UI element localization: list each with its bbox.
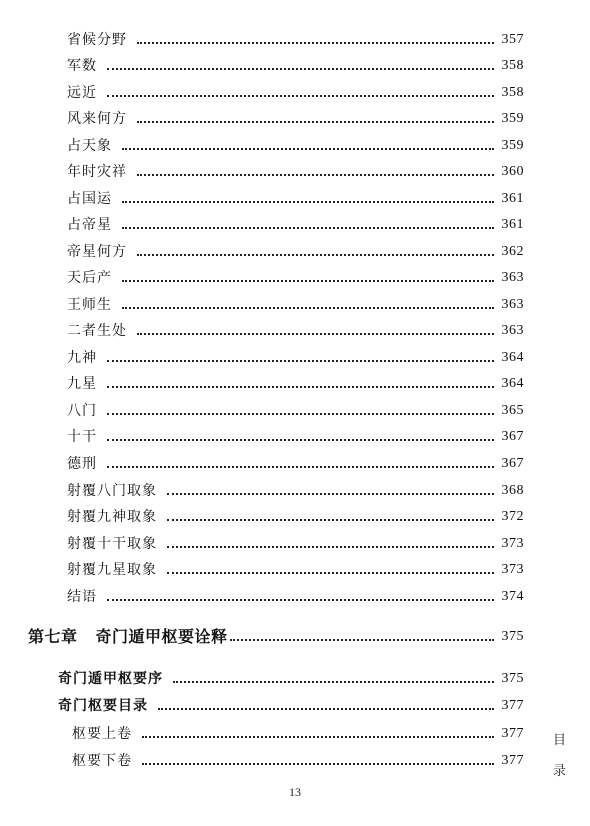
toc-subsection: [72, 752, 524, 770]
toc-entry-label: 射覆九星取象: [67, 562, 157, 578]
dot-leader: [173, 681, 494, 683]
toc-entry-label: 八门: [67, 403, 97, 419]
dot-leader: [107, 386, 494, 388]
toc-entry-page: 362: [501, 244, 524, 259]
dot-leader: [107, 439, 494, 441]
dot-leader: [167, 546, 494, 548]
toc-entry-page: 358: [501, 85, 524, 100]
toc-entry: [67, 535, 524, 553]
toc-entry-label: 风来何方: [67, 111, 127, 127]
toc-entry-label: 天后产: [67, 270, 112, 286]
toc-entry-page: 373: [501, 562, 524, 577]
toc-entry-page: 363: [501, 297, 524, 312]
dot-leader: [107, 68, 494, 70]
dot-leader: [230, 639, 494, 641]
toc-entry: [67, 508, 524, 526]
dot-leader: [137, 174, 494, 176]
toc-entry: [67, 296, 524, 314]
toc-entry-label: 十干: [67, 429, 97, 445]
toc-entry: [67, 163, 524, 181]
toc-entry-label: 年时灾祥: [67, 164, 127, 180]
toc-subsection-page: 377: [501, 726, 524, 741]
toc-entry-label: 省候分野: [67, 32, 127, 48]
dot-leader: [107, 466, 494, 468]
toc-entry-label: 王师生: [67, 297, 112, 313]
side-label-top: 目: [553, 733, 567, 748]
toc-entry-page: 373: [501, 536, 524, 551]
toc-entry-label: 射覆八门取象: [67, 483, 157, 499]
chapter-heading: [28, 626, 524, 648]
toc-entry-label: 二者生处: [67, 323, 127, 339]
chapter-number: 第七章: [28, 627, 78, 646]
dot-leader: [137, 333, 494, 335]
dot-leader: [167, 493, 494, 495]
dot-leader: [122, 227, 494, 229]
toc-entry-page: 360: [501, 164, 524, 179]
toc-entry-label: 结语: [67, 589, 97, 605]
dot-leader: [137, 121, 494, 123]
dot-leader: [107, 360, 494, 362]
toc-entry-page: 359: [501, 138, 524, 153]
toc-entry-label: 九神: [67, 350, 97, 366]
dot-leader: [158, 708, 494, 710]
toc-entry-label: 远近: [67, 85, 97, 101]
toc-subsection-label: 枢要下卷: [72, 753, 132, 769]
toc-entry-page: 363: [501, 270, 524, 285]
toc-entry-page: 359: [501, 111, 524, 126]
dot-leader: [142, 736, 494, 738]
toc-entry: [67, 588, 524, 606]
dot-leader: [137, 42, 494, 44]
toc-entry-page: 361: [501, 191, 524, 206]
toc-entry-page: 372: [501, 509, 524, 524]
toc-entry: [67, 84, 524, 102]
toc-entry-label: 占天象: [67, 138, 112, 154]
toc-entry: [67, 428, 524, 446]
dot-leader: [122, 307, 494, 309]
page-number: 13: [289, 785, 301, 799]
dot-leader: [137, 254, 494, 256]
chapter-title: 奇门遁甲枢要诠释: [95, 627, 228, 646]
toc-entry-label: 射覆九神取象: [67, 509, 157, 525]
dot-leader: [122, 280, 494, 282]
toc-entry: [67, 269, 524, 287]
dot-leader: [122, 201, 494, 203]
toc-section-page: 375: [501, 671, 524, 686]
chapter-page: 375: [501, 629, 524, 644]
dot-leader: [107, 599, 494, 601]
toc-entry: [67, 349, 524, 367]
toc-entry-label: 德刑: [67, 456, 97, 472]
toc-entry-page: 364: [501, 350, 524, 365]
toc-subsection-page: 377: [501, 753, 524, 768]
toc-section-label: 奇门遁甲枢要序: [58, 671, 163, 687]
toc-entry-label: 占帝星: [67, 217, 112, 233]
toc-section: [58, 670, 524, 688]
toc-section-page: 377: [501, 698, 524, 713]
toc-entry-page: 357: [501, 32, 524, 47]
dot-leader: [167, 519, 494, 521]
toc-entry: [67, 482, 524, 500]
toc-section: [58, 697, 524, 715]
toc-entry-label: 射覆十干取象: [67, 536, 157, 552]
toc-entry-label: 帝星何方: [67, 244, 127, 260]
chapter-title-group: [28, 626, 228, 648]
toc-entry: [67, 375, 524, 393]
toc-section-label: 奇门枢要目录: [58, 698, 148, 714]
toc-entry: [67, 57, 524, 75]
toc-entry-page: 363: [501, 323, 524, 338]
toc-subsection-label: 枢要上卷: [72, 726, 132, 742]
toc-entry: [67, 402, 524, 420]
dot-leader: [107, 413, 494, 415]
toc-entry: [67, 322, 524, 340]
toc-entry-label: 占国运: [67, 191, 112, 207]
dot-leader: [142, 763, 494, 765]
toc-entry-page: 374: [501, 589, 524, 604]
side-label-bottom: 录: [553, 764, 567, 779]
toc-entry-page: 361: [501, 217, 524, 232]
toc-entry-page: 358: [501, 58, 524, 73]
toc-entry: [67, 216, 524, 234]
dot-leader: [122, 148, 494, 150]
toc-entry: [67, 137, 524, 155]
toc-entry: [67, 243, 524, 261]
toc-entry: [67, 455, 524, 473]
toc-entry-label: 军数: [67, 58, 97, 74]
toc-entry: [67, 561, 524, 579]
toc-entry: [67, 190, 524, 208]
toc-entry-label: 九星: [67, 376, 97, 392]
toc-entry: [67, 110, 524, 128]
toc-entry: [67, 31, 524, 49]
dot-leader: [107, 95, 494, 97]
toc-entry-page: 365: [501, 403, 524, 418]
dot-leader: [167, 572, 494, 574]
toc-entry-page: 367: [501, 456, 524, 471]
toc-entry-page: 367: [501, 429, 524, 444]
toc-entry-page: 368: [501, 483, 524, 498]
toc-subsection: [72, 725, 524, 743]
toc-entry-page: 364: [501, 376, 524, 391]
